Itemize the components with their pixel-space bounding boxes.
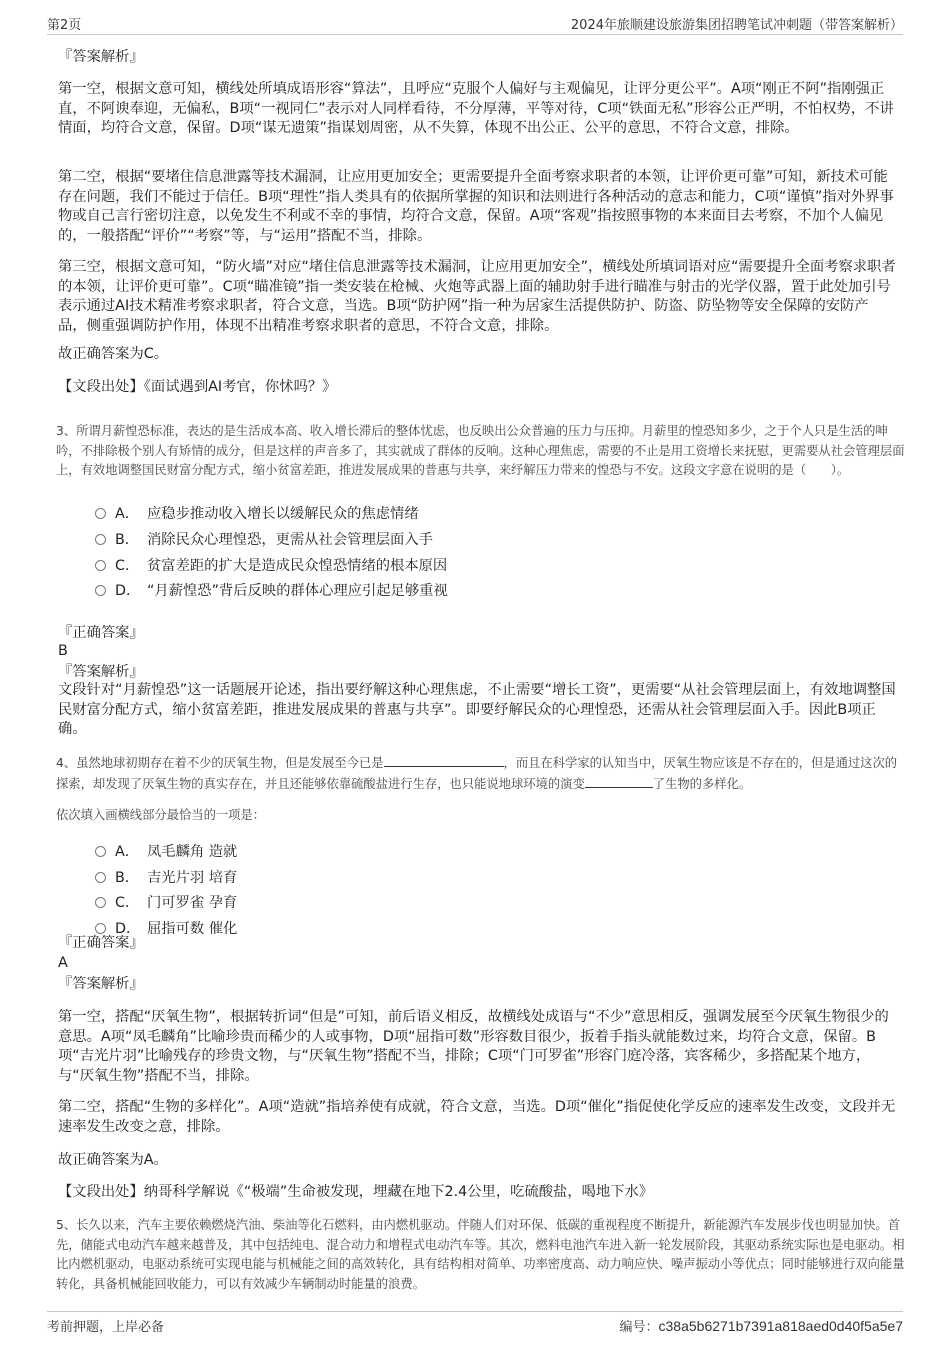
q3-option-c[interactable]: C． 贫富差距的扩大是造成民众惶恐情绪的根本原因 bbox=[95, 555, 447, 577]
q3-analysis: 文段针对“月薪惶恐”这一话题展开论述，指出要纾解这种心理焦虑，不止需要“增长工资”，更需要“从社会管理层面上，有效地调整国民财富分配方式，缩小贫富差距，推进发展成果的普惠与共享”。即要纾解民众的心理惶恐，还需从社会管理层面入手。因此B项正确。 bbox=[58, 682, 896, 737]
q4-instruction: 依次填入画横线部分最恰当的一项是： bbox=[56, 808, 266, 822]
q3-option-b[interactable]: B． 消除民众心理惶恐，更需从社会管理层面入手 bbox=[95, 529, 433, 551]
q3-answer-label: 『正确答案』 bbox=[58, 625, 144, 641]
q3-option-d[interactable]: D． “月薪惶恐”背后反映的群体心理应引起足够重视 bbox=[95, 580, 448, 602]
q2-analysis-paragraph-2: 第二空，根据“要堵住信息泄露等技术漏洞，让应用更加安全；更需要提升全面考察求职者的本领，让评价更可靠”可知，新技术可能存在问题，我们不能过于信任。B项“理性”指人类具有的依据所掌握的知识和法则进行各种活动的意志和能力，C项“谨慎”指对外界事物或自己言行密切注意，以免发生不利或不幸的事情，均符合文意，保留。A项“客观”指按照事物的本来面目去考察，不加个人偏见的，一般搭配“评价”“考察”等，与“运用”搭配不当，排除。 bbox=[58, 169, 894, 244]
radio-icon[interactable] bbox=[95, 923, 106, 934]
q4-conclusion: 故正确答案为A。 bbox=[58, 1152, 168, 1168]
q5-stem: 5、长久以来，汽车主要依赖燃烧汽油、柴油等化石燃料，由内燃机驱动。伴随人们对环保、低碳的重视程度不断提升，新能源汽车发展步伐也明显加快。首先，储能式电动汽车越来越普及，其中包括纯电、混合动力和增程式电动汽车等。其次，燃料电池汽车进入新一轮发展阶段，其驱动系统实际也是电驱动。相比内燃机驱动，电驱动系统可实现电能与机械能之间的高效转化，具有结构相对简单、功率密度高、动力响应快、噪声振动小等优点；同时能够进行双向能量转化，具备机械能回收能力，可以有效减少车辆制动时能量的浪费。 bbox=[56, 1218, 905, 1291]
q2-analysis-paragraph-1: 第一空，根据文意可知，横线处所填成语形容“算法”，且呼应“克服个人偏好与主观偏见，让评分更公平”。A项“刚正不阿”指刚强正直，不阿谀奉迎，无偏私，B项“一视同仁”表示对人同样看待，不分厚薄，平等对待，C项“铁面无私”形容公正严明，不怕权势，不讲情面，均符合文意，保留。D项“谋无遗策”指谋划周密，从不失算，体现不出公正、公平的意思，不符合文意，排除。 bbox=[58, 81, 894, 136]
fill-blank-2 bbox=[585, 774, 653, 788]
radio-icon[interactable] bbox=[95, 534, 106, 545]
radio-icon[interactable] bbox=[95, 872, 106, 883]
radio-icon[interactable] bbox=[95, 508, 106, 519]
page-number: 第2页 bbox=[47, 18, 82, 33]
q4-source: 【文段出处】纳哥科学解说《“极端”生命被发现，埋藏在地下2.4公里，吃硫酸盐，喝地下水》 bbox=[58, 1184, 654, 1200]
page-header bbox=[47, 14, 903, 35]
q4-option-a[interactable]: A． 凤毛麟角 造就 bbox=[95, 841, 237, 863]
fill-blank-1 bbox=[384, 753, 504, 767]
q4-option-d[interactable]: D． 屈指可数 催化 bbox=[95, 918, 237, 940]
document-title: 2024年旅顺建设旅游集团招聘笔试冲刺题（带答案解析） bbox=[570, 18, 903, 33]
q3-answer: B bbox=[58, 643, 68, 659]
q4-option-b[interactable]: B． 吉光片羽 培育 bbox=[95, 867, 237, 889]
q3-option-a[interactable]: A． 应稳步推动收入增长以缓解民众的焦虑情绪 bbox=[95, 503, 419, 525]
document-code: 编号：c38a5b6271b7391a818aed0d40f5a5e7 bbox=[619, 1318, 903, 1335]
q4-option-c[interactable]: C． 门可罗雀 孕育 bbox=[95, 892, 237, 914]
q2-analysis-paragraph-3: 第三空，根据文意可知，“防火墙”对应“堵住信息泄露等技术漏洞，让应用更加安全”，横线处所填词语对应“需要提升全面考察求职者的本领，让评价更可靠”。C项“瞄准镜”指一类安装在枪械、火炮等武器上面的辅助射手进行瞄准与射击的光学仪器，置于此处加引号表示通过AI技术精准考察求职者，符合文意，当选。B项“防护网”指一种为居家生活提供防护、防盗、防坠物等安全保障的安防产品，侧重强调防护作用，体现不出精准考察求职者的意思，不符合文意，排除。 bbox=[58, 259, 896, 334]
footer-slogan: 考前押题，上岸必备 bbox=[47, 1320, 165, 1335]
page-footer bbox=[47, 1311, 903, 1334]
q2-analysis-label: 『答案解析』 bbox=[58, 49, 144, 65]
q2-conclusion: 故正确答案为C。 bbox=[58, 346, 169, 362]
radio-icon[interactable] bbox=[95, 897, 106, 908]
radio-icon[interactable] bbox=[95, 560, 106, 571]
q4-stem: 4、虽然地球初期存在着不少的厌氧生物，但是发展至今已是 ，而且在科学家的认知当中，厌氧生物应该是不存在的，但是通过这次的探索，却发现了厌氧生物的真实存在，并且还能够依靠硫酸盐进行生存，也只能说地球环境的演变 了生物的多样化。 bbox=[56, 753, 906, 794]
q4-analysis-paragraph-2: 第二空，搭配“生物的多样化”。A项“造就”指培养使有成就，符合文意，当选。D项“催化”指促使化学反应的速率发生改变，文段并无速率发生改变之意，排除。 bbox=[58, 1099, 896, 1135]
q4-answer: A bbox=[58, 955, 68, 971]
q4-analysis-label: 『答案解析』 bbox=[58, 976, 144, 992]
radio-icon[interactable] bbox=[95, 585, 106, 596]
q4-answer-label: 『正确答案』 bbox=[58, 935, 144, 951]
q3-stem: 3、所谓月薪惶恐标准，表达的是生活成本高、收入增长滞后的整体忧虑，也反映出公众普遍的压力与压抑。月薪里的惶恐知多少，之于个人只是生活的呻吟，不排除极个别人有矫情的成分，但是这样的声音多了，其实就成了群体的反响。这种心理焦虑，需要的不止是用工资增长来抚慰，更需要从社会管理层面上，有效地调整国民财富分配方式，缩小贫富差距，推进发展成果的普惠与共享，来纾解压力带来的惶恐与不安。这段文字意在说明的是（ ）。 bbox=[56, 424, 905, 477]
q2-source: 【文段出处】《面试遇到AI考官，你怵吗？》 bbox=[58, 379, 337, 395]
radio-icon[interactable] bbox=[95, 846, 106, 857]
q3-analysis-label: 『答案解析』 bbox=[58, 664, 144, 680]
q4-analysis-paragraph-1: 第一空，搭配“厌氧生物”，根据转折词“但是”可知，前后语义相反，故横线处成语与“不少”意思相反，强调发展至今厌氧生物很少的意思。A项“凤毛麟角”比喻珍贵而稀少的人或事物，D项“屈指可数”形容数目很少，扳着手指头就能数过来，均符合文意，保留。B项“吉光片羽”比喻残存的珍贵文物，与“厌氧生物”搭配不当，排除；C项“门可罗雀”形容门庭冷落，宾客稀少，多搭配某个地方，与“厌氧生物”搭配不当，排除。 bbox=[58, 1009, 889, 1084]
